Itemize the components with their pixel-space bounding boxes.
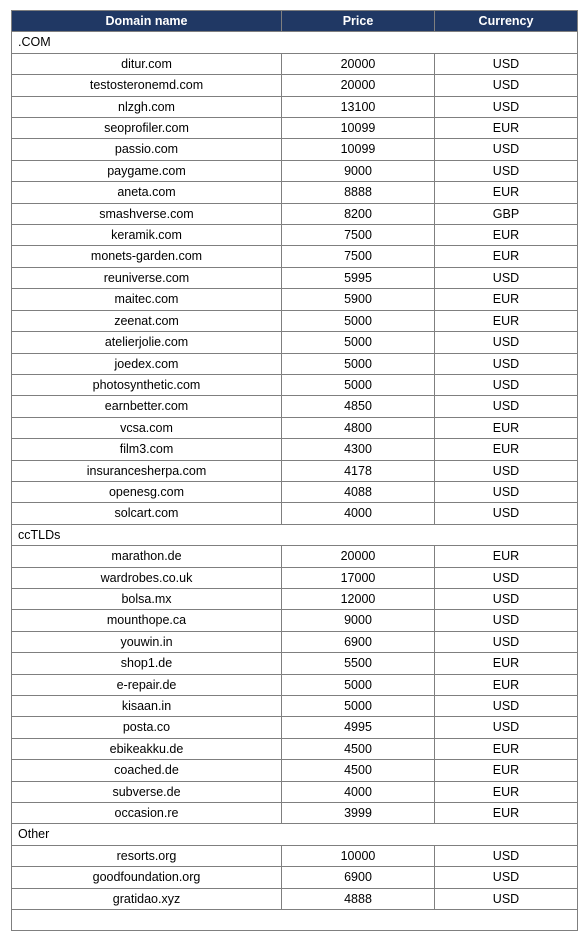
cell-currency: USD [435,696,578,717]
cell-domain: occasion.re [12,803,282,824]
cell-currency: EUR [435,738,578,759]
table-row [12,267,578,288]
cell-currency: EUR [435,118,578,139]
cell-currency: USD [435,460,578,481]
cell-domain: gratidao.xyz [12,888,282,909]
cell-domain: posta.co [12,717,282,738]
cell-currency: EUR [435,653,578,674]
cell-currency: USD [435,503,578,524]
table-row [12,610,578,631]
section-title: .COM [12,32,578,53]
table-row [12,481,578,502]
cell-domain: nlzgh.com [12,96,282,117]
cell-domain: kisaan.in [12,696,282,717]
cell-price: 7500 [282,246,435,267]
cell-price: 5900 [282,289,435,310]
cell-domain: subverse.de [12,781,282,802]
cell-currency: EUR [435,417,578,438]
cell-price: 12000 [282,588,435,609]
cell-currency: EUR [435,310,578,331]
cell-price: 4500 [282,738,435,759]
cell-domain: passio.com [12,139,282,160]
cell-currency: USD [435,267,578,288]
cell-price: 4000 [282,781,435,802]
cell-domain: insurancesherpa.com [12,460,282,481]
cell-price: 10099 [282,118,435,139]
cell-domain: keramik.com [12,225,282,246]
header-currency: Currency [435,11,578,32]
cell-price: 4500 [282,760,435,781]
cell-price: 13100 [282,96,435,117]
header-domain-name: Domain name [12,11,282,32]
cell-currency: EUR [435,225,578,246]
cell-price: 4000 [282,503,435,524]
table-row [12,738,578,759]
cell-currency: USD [435,588,578,609]
table-row [12,139,578,160]
table-row [12,588,578,609]
table-row [12,717,578,738]
cell-domain: paygame.com [12,160,282,181]
cell-price: 5000 [282,374,435,395]
cell-price: 8200 [282,203,435,224]
cell-price: 20000 [282,53,435,74]
cell-currency: EUR [435,781,578,802]
cell-currency: USD [435,353,578,374]
table-row [12,867,578,888]
cell-price: 10099 [282,139,435,160]
cell-domain: ditur.com [12,53,282,74]
cell-price: 5000 [282,310,435,331]
cell-currency: USD [435,567,578,588]
cell-currency: USD [435,332,578,353]
cell-price: 10000 [282,845,435,866]
table-row [12,310,578,331]
cell-price: 5000 [282,674,435,695]
cell-currency: EUR [435,674,578,695]
cell-domain: youwin.in [12,631,282,652]
cell-domain: maitec.com [12,289,282,310]
cell-price: 3999 [282,803,435,824]
cell-currency: EUR [435,289,578,310]
cell-currency: EUR [435,182,578,203]
table-row [12,631,578,652]
cell-domain: seoprofiler.com [12,118,282,139]
cell-domain: joedex.com [12,353,282,374]
table-row [12,396,578,417]
table-row [12,118,578,139]
cell-price: 4178 [282,460,435,481]
cell-price: 4800 [282,417,435,438]
empty-cell [12,910,578,931]
table-row [12,374,578,395]
table-row [12,332,578,353]
header-price: Price [282,11,435,32]
section-title: ccTLDs [12,524,578,545]
table-row [12,289,578,310]
table-row [12,246,578,267]
cell-domain: bolsa.mx [12,588,282,609]
cell-price: 4300 [282,439,435,460]
cell-price: 6900 [282,867,435,888]
cell-price: 5000 [282,696,435,717]
cell-domain: aneta.com [12,182,282,203]
table-row [12,546,578,567]
cell-domain: goodfoundation.org [12,867,282,888]
domain-price-table [11,10,578,931]
cell-domain: marathon.de [12,546,282,567]
table-row [12,96,578,117]
cell-domain: shop1.de [12,653,282,674]
cell-currency: EUR [435,246,578,267]
table-row [12,803,578,824]
table-row [12,845,578,866]
domain-price-sheet [11,10,577,931]
cell-domain: film3.com [12,439,282,460]
cell-price: 4888 [282,888,435,909]
cell-domain: ebikeakku.de [12,738,282,759]
cell-domain: coached.de [12,760,282,781]
table-row [12,567,578,588]
cell-domain: atelierjolie.com [12,332,282,353]
table-row [12,888,578,909]
cell-currency: USD [435,396,578,417]
cell-currency: USD [435,888,578,909]
table-header-row [12,11,578,32]
cell-price: 8888 [282,182,435,203]
section-row-cctlds [12,524,578,545]
cell-price: 4850 [282,396,435,417]
table-body [12,32,578,931]
cell-currency: USD [435,610,578,631]
cell-price: 4088 [282,481,435,502]
table-row [12,417,578,438]
cell-domain: wardrobes.co.uk [12,567,282,588]
cell-price: 6900 [282,631,435,652]
cell-price: 5500 [282,653,435,674]
cell-price: 4995 [282,717,435,738]
cell-currency: USD [435,481,578,502]
table-row [12,674,578,695]
cell-price: 7500 [282,225,435,246]
cell-price: 20000 [282,546,435,567]
cell-currency: USD [435,845,578,866]
cell-currency: USD [435,374,578,395]
section-row-com [12,32,578,53]
cell-currency: USD [435,717,578,738]
table-row [12,353,578,374]
cell-domain: vcsa.com [12,417,282,438]
table-row [12,460,578,481]
cell-price: 20000 [282,75,435,96]
table-row [12,225,578,246]
cell-currency: EUR [435,760,578,781]
table-row [12,503,578,524]
cell-price: 9000 [282,160,435,181]
cell-domain: resorts.org [12,845,282,866]
cell-currency: USD [435,631,578,652]
cell-domain: earnbetter.com [12,396,282,417]
cell-price: 17000 [282,567,435,588]
cell-currency: EUR [435,546,578,567]
table-row [12,182,578,203]
cell-domain: openesg.com [12,481,282,502]
cell-domain: monets-garden.com [12,246,282,267]
empty-row [12,910,578,931]
cell-price: 5000 [282,332,435,353]
section-row-other [12,824,578,845]
cell-currency: USD [435,96,578,117]
cell-domain: zeenat.com [12,310,282,331]
table-row [12,160,578,181]
cell-price: 5000 [282,353,435,374]
table-row [12,696,578,717]
cell-domain: smashverse.com [12,203,282,224]
cell-price: 9000 [282,610,435,631]
cell-domain: e-repair.de [12,674,282,695]
cell-currency: USD [435,53,578,74]
table-row [12,53,578,74]
cell-domain: solcart.com [12,503,282,524]
cell-domain: mounthope.ca [12,610,282,631]
table-row [12,203,578,224]
table-row [12,439,578,460]
cell-currency: USD [435,75,578,96]
cell-domain: photosynthetic.com [12,374,282,395]
cell-currency: USD [435,160,578,181]
cell-currency: GBP [435,203,578,224]
table-row [12,75,578,96]
cell-domain: testosteronemd.com [12,75,282,96]
cell-currency: EUR [435,439,578,460]
table-row [12,760,578,781]
cell-domain: reuniverse.com [12,267,282,288]
cell-currency: EUR [435,803,578,824]
table-row [12,781,578,802]
cell-price: 5995 [282,267,435,288]
cell-currency: USD [435,139,578,160]
section-title: Other [12,824,578,845]
table-row [12,653,578,674]
cell-currency: USD [435,867,578,888]
